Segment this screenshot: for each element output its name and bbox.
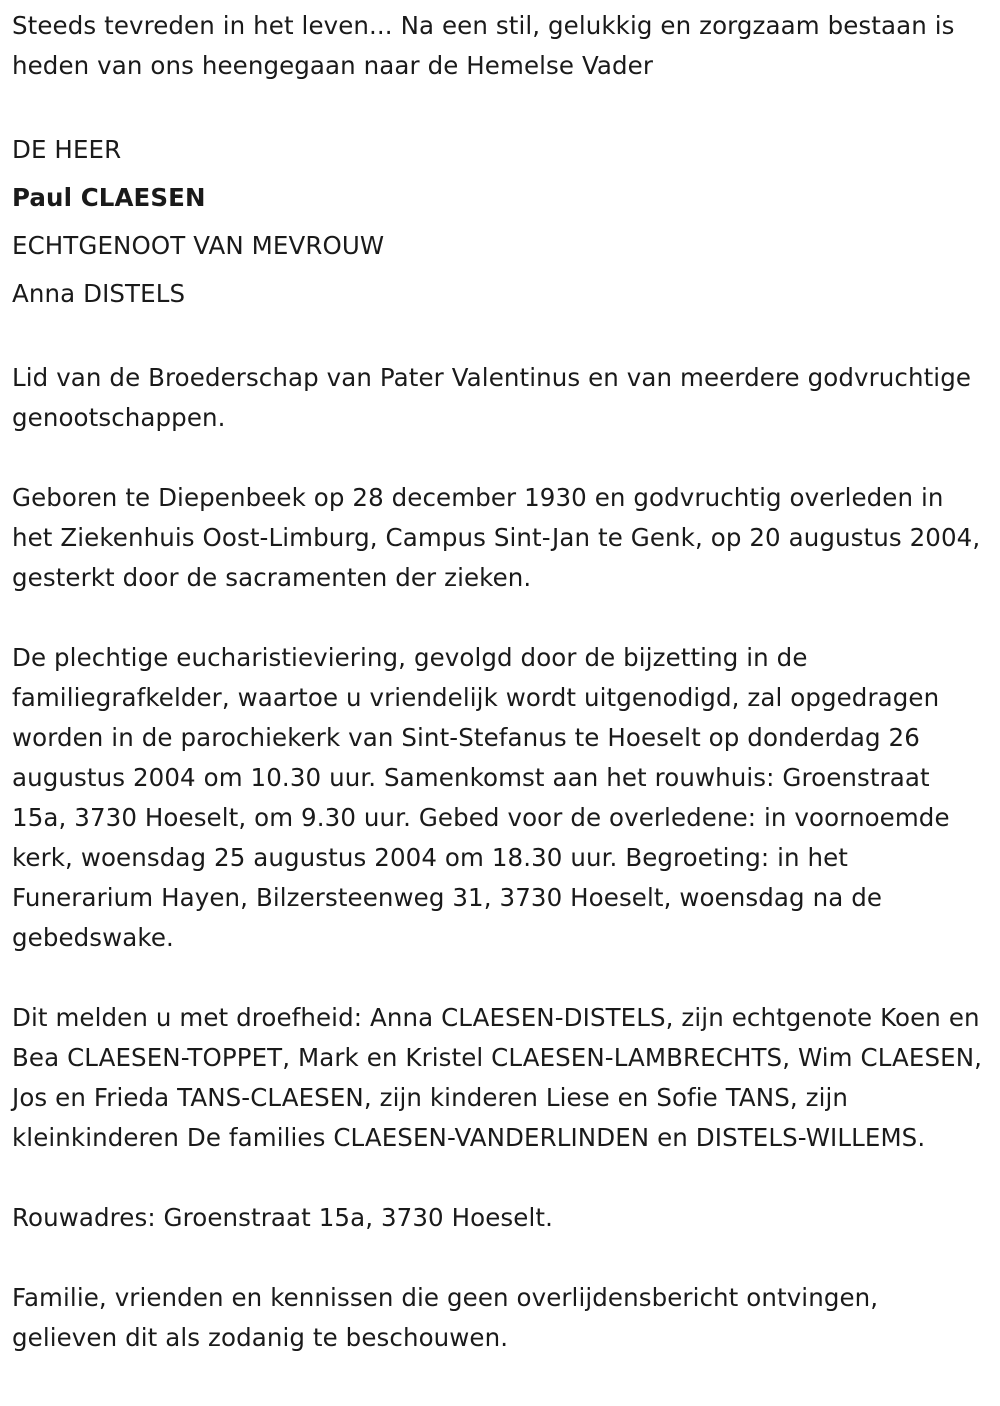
deceased-name: Paul CLAESEN bbox=[12, 183, 206, 212]
mourning-address: Rouwadres: Groenstraat 15a, 3730 Hoeselt. bbox=[12, 1203, 553, 1232]
membership-text: Lid van de Broederschap van Pater Valentinus en van meerdere godvruchtige genootschappen. bbox=[12, 363, 972, 432]
closing-text: Familie, vrienden en kennissen die geen overlijdensbericht ontvingen, gelieven dit als zodanig te beschouwen. bbox=[12, 1283, 879, 1352]
opening-text: Steeds tevreden in het leven... Na een stil, gelukkig en zorgzaam bestaan is heden van ons heengegaan naar de Hemelse Vader bbox=[12, 11, 955, 80]
spouse-name: Anna DISTELS bbox=[12, 279, 186, 308]
deceased-block bbox=[12, 126, 988, 318]
deceased-title: DE HEER bbox=[12, 135, 122, 164]
deceased-relation: ECHTGENOOT VAN MEVROUW bbox=[12, 231, 385, 260]
ceremony-text: De plechtige eucharistieviering, gevolgd door de bijzetting in de familiegrafkelder, waartoe u vriendelijk wordt uitgenodigd, zal opgedragen worden in de parochiekerk van Sint-Stefanus te Hoeselt op donderdag 26 augustus 2004 om 10.30 uur. Samenkomst aan het rouwhuis: Groenstraat 15a, 3730 Hoeselt, om 9.30 uur. Gebed voor de overledene: in voornoemde kerk, woensdag 25 augustus 2004 om 18.30 uur. Begroeting: in het Funerarium Hayen, Bilzersteenweg 31, 3730 Hoeselt, woensdag na de gebedswake. bbox=[12, 643, 950, 952]
birth-death-text: Geboren te Diepenbeek op 28 december 1930 en godvruchtig overleden in het Ziekenhuis Oost-Limburg, Campus Sint-Jan te Genk, op 20 augustus 2004, gesterkt door de sacramenten der zieken. bbox=[12, 483, 981, 592]
family-text: Dit melden u met droefheid: Anna CLAESEN-DISTELS, zijn echtgenote Koen en Bea CLAESEN-TOPPET, Mark en Kristel CLAESEN-LAMBRECHTS, Wim CLAESEN, Jos en Frieda TANS-CLAESEN, zijn kinderen Liese en Sofie TANS, zijn kleinkinderen De families CLAESEN-VANDERLINDEN en DISTELS-WILLEMS. bbox=[12, 1003, 983, 1152]
